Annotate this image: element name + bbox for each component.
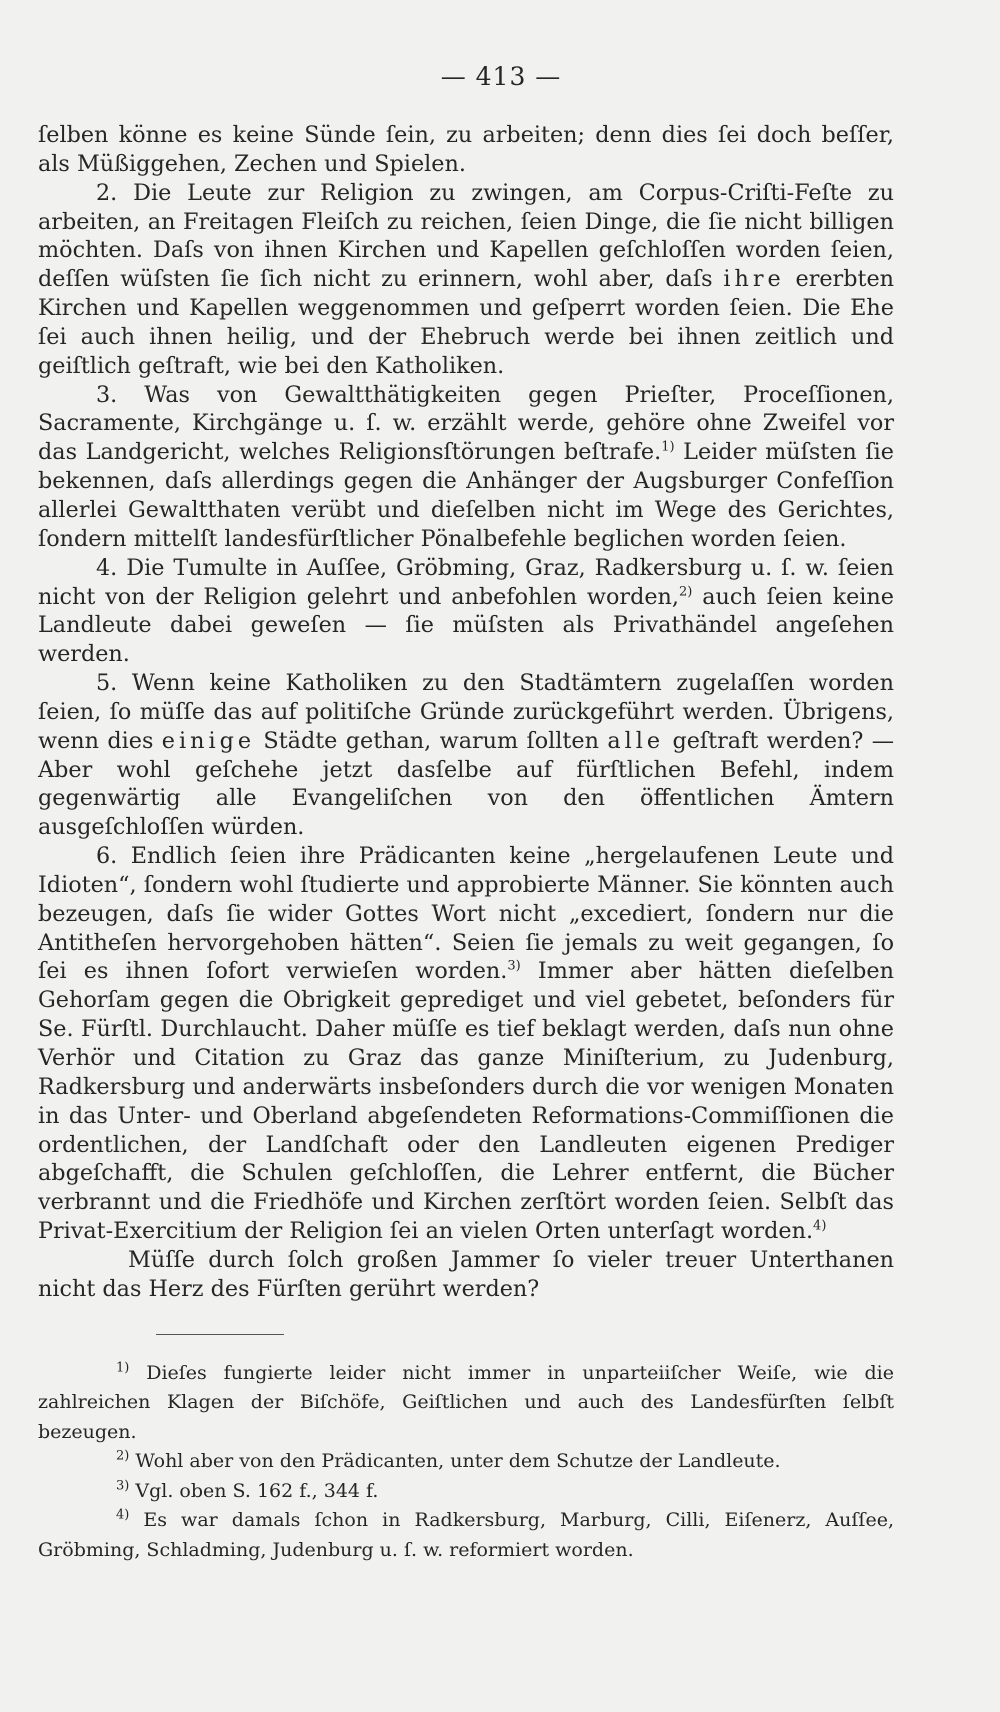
paragraph-text: auch ſeien keine Landleute dabei geweſen — ſie müſsten als Privathändel angeſehen werden. [38,583,894,668]
footnote-3 [38,1477,894,1507]
footnote-text: Dieſes fungierte leider nicht immer in unparteiiſcher Weiſe, wie die zahlreichen Klagen der Biſchöfe, Geiſtlichen und auch des Landesfürſten ſelbſt bezeugen. [38,1361,894,1443]
footnote-4 [38,1506,894,1565]
footnote-ref-4[interactable]: 4) [813,1218,827,1234]
paragraph-text: Immer aber hätten dieſelben Gehorſam gegen die Obrigkeit geprediget und viel gebetet, beſonders für Se. Fürſtl. Durchlaucht. Daher müſſe es tief beklagt werden, daſs nun ohne Verhör und Citation zu Graz das ganze Miniſterium, zu Judenburg, Radkersburg und anderwärts insbeſonders durch die vor wenigen Monaten in das Unter- und Oberland abgeſendeten Reformations-Commiſſionen die ordentlichen, der Landſchaft oder den Landleuten eigenen Prediger abgeſchafft, die Schulen geſchloſſen, die Lehrer entfernt, die Bücher verbrannt und die Friedhöfe und Kirchen zerſtört worden ſeien. Selbſt das Privat-Exercitium der Religion ſei an vielen Orten unterſagt worden. [38,958,894,1245]
page-number: — 413 — [440,62,562,91]
paragraph-3 [38,381,894,554]
footnote-mark: 2) [116,1448,130,1464]
paragraph-text: 6. Endlich ſeien ihre Prädicanten keine „hergelaufenen Leute und Idioten“, ſondern wohl ſtudierte und approbierte Männer. Sie könnten auch bezeugen, daſs ſie wider Gottes Wort nicht „excediert, ſondern nur die Antitheſen hervorgehoben hätten“. Seien ſie jemals zu weit gegangen, ſo ſei es ihnen ſofort verwieſen worden. [38,843,894,985]
footnote-divider [156,1334,284,1335]
paragraph-text: Müſſe durch ſolch großen Jammer ſo vieler treuer Unterthanen nicht das Herz des Fürſten gerührt werden? [38,1246,894,1302]
paragraph-text: 3. Was von Gewaltthätigkeiten gegen Prieſter, Proceſſionen, Sacramente, Kirchgänge u. ſ. w. erzählt werde, gehöre ohne Zweifel vor das Landgericht, welches Religionsſtörungen beſtrafe. [38,381,894,466]
paragraph-7 [38,1246,894,1304]
paragraph-2 [38,179,894,381]
paragraph-text: 2. Die Leute zur Religion zu zwingen, am Corpus-Criſti-Feſte zu arbeiten, an Freitagen Fleiſch zu reichen, ſeien Dinge, die ſie nicht billigen möchten. Daſs von ihnen Kirchen und Kapellen geſchloſſen worden ſeien, deſſen wüſsten ſie ſich nicht zu erinnern, wohl aber, daſs [38,179,894,293]
emphasis-spaced: einige [161,727,256,754]
footnote-text: Vgl. oben S. 162 f., 344 f. [135,1479,379,1502]
paragraph-6 [38,842,894,1246]
footnote-ref-2[interactable]: 2) [679,584,693,600]
footnotes [38,1359,894,1566]
paragraph-text: 5. Wenn keine Katholiken zu den Stadtämtern zugelaſſen worden ſeien, ſo müſſe das auf politiſche Gründe zurückgeführt werden. Übrigens, wenn dies [38,670,894,754]
paragraph-text: geſtraft werden? — Aber wohl geſchehe jetzt dasſelbe auf fürſtlichen Befehl, indem gegenwärtig alle Evangeliſchen von den öffentlichen Ämtern ausgeſchloſſen würden. [38,727,895,841]
paragraph-text: ererbten Kirchen und Kapellen weggenommen und geſperrt worden ſeien. Die Ehe ſei auch ihnen heilig, und der Ehebruch werde bei ihnen zeitlich und geiſtlich geſtraft, wie bei den Katholiken. [38,266,894,379]
footnote-text: Wohl aber von den Prädicanten, unter dem Schutze der Landleute. [135,1450,781,1473]
paragraph-text: ſelben könne es keine Sünde ſein, zu arbeiten; denn dies ſei doch beſſer, als Müßiggehen, Zechen und Spielen. [38,122,894,177]
footnote-ref-1[interactable]: 1) [661,439,675,455]
paragraph-text: 4. Die Tumulte in Auſſee, Gröbming, Graz, Radkersburg u. ſ. w. ſeien nicht von der Religion gelehrt und anbefohlen worden, [38,554,894,610]
main-text [38,121,894,1304]
emphasis-spaced: ihre [723,266,785,293]
footnote-mark: 4) [116,1507,130,1523]
footnote-text: Es war damals ſchon in Radkersburg, Marburg, Cilli, Eiſenerz, Auſſee, Gröbming, Schladming, Judenburg u. ſ. w. reformiert worden. [38,1509,894,1561]
paragraph-text: Leider müſsten ſie bekennen, daſs allerdings gegen die Anhänger der Augsburger Confeſſion allerlei Gewaltthaten verübt und dieſelben nicht im Wege des Gerichtes, ſondern mittelſt landesfürſtlicher Pönalbefehle beglichen worden ſeien. [38,439,894,552]
footnote-mark: 1) [116,1360,130,1376]
paragraph-5 [38,669,894,842]
footnote-ref-3[interactable]: 3) [507,959,521,975]
emphasis-spaced: alle [607,727,665,754]
paragraph-1-continued [38,121,894,179]
paragraph-4 [38,554,894,669]
footnote-2 [38,1447,894,1477]
footnote-1 [38,1359,894,1448]
paragraph-text: Städte gethan, warum ſollten [263,727,599,754]
footnote-mark: 3) [116,1478,130,1494]
